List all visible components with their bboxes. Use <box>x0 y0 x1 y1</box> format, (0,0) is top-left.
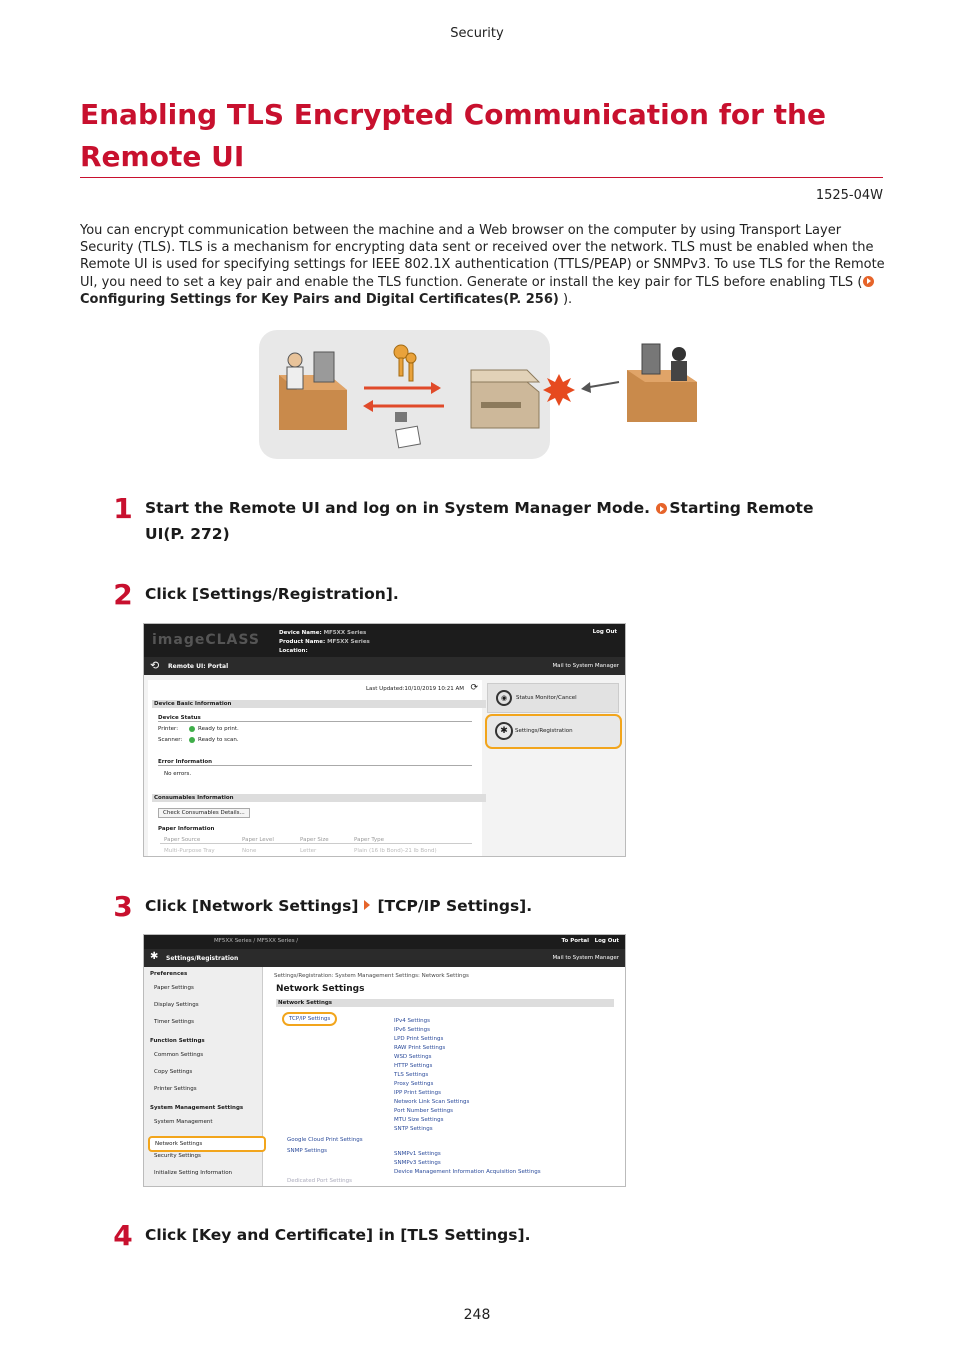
key-icon <box>394 345 416 381</box>
document-icon <box>396 426 421 448</box>
tls-illustration <box>259 330 719 460</box>
portal-title: Remote UI: Portal <box>168 663 229 670</box>
snmp-submenu-item[interactable]: SNMPv3 Settings <box>394 1160 441 1166</box>
remote-ui-portal-screenshot <box>143 623 626 857</box>
device-basic-info-header: Device Basic Information <box>152 700 486 708</box>
settings-main <box>266 967 621 1186</box>
intro-text: You can encrypt communication between the machine and a Web browser on the computer by using Transport Layer Security (TLS). TLS is a mechanism for encrypting data sent or received over the network. TLS must be enabled when the Remote UI is used for specifying settings for IEEE 802.1X authentication (TTLS/PEAP) or SNMPv3. To use TLS for the Remote UI, you need to set a key pair and enable the TLS function. Generate or install the key pair for TLS before enabling TLS ( <box>80 223 885 290</box>
tcpip-submenu-item[interactable]: Network Link Scan Settings <box>394 1099 470 1105</box>
logout-link[interactable]: Log Out <box>594 938 619 944</box>
settings-registration-label: Settings/Registration <box>515 728 573 734</box>
running-header: Security <box>450 26 504 41</box>
status-monitor-button[interactable] <box>487 683 619 713</box>
no-errors-text: No errors. <box>164 771 192 777</box>
brand-logo: imageCLASS <box>152 632 260 648</box>
step-3-part-b: [TCP/IP Settings]. <box>377 897 533 915</box>
settings-sidebar <box>144 967 263 1186</box>
step-number: 1 <box>113 492 133 525</box>
dedicated-port-link[interactable]: Dedicated Port Settings <box>287 1178 353 1184</box>
last-updated: Last Updated:10/10/2019 10:21 AM <box>365 686 464 692</box>
eye-icon: ◉ <box>496 690 512 706</box>
device-crumb: MF5XX Series / MF5XX Series / <box>214 938 299 944</box>
sidebar-item[interactable]: Security Settings <box>154 1153 201 1159</box>
sidebar-item[interactable]: Initialize Setting Information <box>154 1170 233 1176</box>
printer-label: Printer: <box>158 726 179 732</box>
paper-table-header: Paper Source Paper Level Paper Size Paper Type <box>160 837 472 844</box>
step-1-instruction: Start the Remote UI and log on in System Manager Mode. <box>145 499 656 517</box>
step-number: 3 <box>113 890 133 923</box>
settings-title-bar <box>144 949 625 967</box>
intro-paragraph <box>80 222 885 308</box>
step-1-text <box>145 495 835 547</box>
sidebar-item[interactable]: Copy Settings <box>154 1069 193 1075</box>
step-number: 4 <box>113 1219 133 1252</box>
menu-arrow-icon <box>364 900 370 910</box>
sidebar-item[interactable]: System Management <box>154 1119 213 1125</box>
printer-icon <box>471 370 539 428</box>
user-desk-icon <box>279 352 347 430</box>
tcpip-submenu-item[interactable]: IPP Print Settings <box>394 1090 441 1096</box>
tcpip-submenu-item[interactable]: LPD Print Settings <box>394 1036 444 1042</box>
step-number: 2 <box>113 578 133 611</box>
link-arrow-icon <box>656 503 667 514</box>
device-status-heading: Device Status <box>158 715 472 722</box>
status-monitor-label: Status Monitor/Cancel <box>516 695 577 701</box>
tcpip-settings-link[interactable]: TCP/IP Settings <box>282 1012 337 1026</box>
tcpip-submenu-item[interactable]: RAW Print Settings <box>394 1045 446 1051</box>
settings-registration-screenshot <box>143 934 626 1187</box>
page-title: Enabling TLS Encrypted Communication for the Remote UI <box>80 98 826 173</box>
scanner-status-dot <box>189 737 195 743</box>
sidebar-item[interactable]: Paper Settings <box>154 985 194 991</box>
scanner-status: Ready to scan. <box>198 737 239 743</box>
sidebar-group-heading: Preferences <box>150 971 188 977</box>
document-id: 1525-04W <box>815 188 883 203</box>
portal-main: Last Updated:10/10/2019 10:21 AM ⟳ Device Basic Information Device Status Printer: Ready to print. Scanner: Ready to scan. Error Information No errors. Consumables Information Check Consumables Details... Paper Information Paper Source Paper Level Paper Size Paper Type Multi-Purpose Tray None Letter Plain (16 lb Bond)-21 lb Bond) <box>148 680 482 856</box>
device-info: Device Name: MF5XX Series Product Name: MF5XX Series Location: <box>279 630 370 654</box>
google-cloud-print-link[interactable]: Google Cloud Print Settings <box>287 1137 363 1143</box>
sidebar-item[interactable]: Common Settings <box>154 1052 204 1058</box>
tcpip-submenu-item[interactable]: HTTP Settings <box>394 1063 433 1069</box>
snmp-settings-link[interactable]: SNMP Settings <box>287 1148 327 1154</box>
title-rule <box>80 177 883 178</box>
portal-top-bar <box>144 624 625 657</box>
link-arrow-icon <box>863 276 874 287</box>
network-settings-section: Network Settings <box>276 999 614 1007</box>
settings-registration-button[interactable] <box>485 714 622 749</box>
refresh-icon[interactable]: ⟳ <box>470 683 478 693</box>
lock-icon <box>395 412 407 422</box>
step-3-part-a: Click [Network Settings] <box>145 897 359 915</box>
step-4-text: Click [Key and Certificate] in [TLS Settings]. <box>145 1226 531 1244</box>
sidebar-group-heading: System Management Settings <box>150 1105 244 1111</box>
settings-title: Settings/Registration <box>166 955 239 962</box>
step-2-text: Click [Settings/Registration]. <box>145 585 399 603</box>
tcpip-submenu-item[interactable]: TLS Settings <box>394 1072 429 1078</box>
printer-status-dot <box>189 726 195 732</box>
mail-link[interactable]: Mail to System Manager <box>552 663 619 669</box>
tcpip-submenu-item[interactable]: WSD Settings <box>394 1054 432 1060</box>
consumables-header: Consumables Information <box>152 794 486 802</box>
intro-link[interactable]: Configuring Settings for Key Pairs and Digital Certificates(P. 256) <box>80 291 559 307</box>
error-info-heading: Error Information <box>158 759 472 766</box>
attacker-desk-icon <box>627 344 697 422</box>
breadcrumb: Settings/Registration: System Management Settings: Network Settings <box>274 973 469 979</box>
tcpip-submenu-item[interactable]: MTU Size Settings <box>394 1117 444 1123</box>
settings-icon: ✱ <box>150 951 159 962</box>
tcpip-submenu <box>394 1017 469 1134</box>
sidebar-item-network-settings[interactable]: Network Settings <box>148 1136 266 1152</box>
paper-info-heading: Paper Information <box>158 826 215 832</box>
snmp-submenu-item[interactable]: Device Management Information Acquisition Settings <box>394 1169 541 1175</box>
tcpip-submenu-item[interactable]: Proxy Settings <box>394 1081 434 1087</box>
check-consumables-button[interactable]: Check Consumables Details... <box>158 808 250 818</box>
portal-title-bar <box>144 657 625 675</box>
tcpip-submenu-item[interactable]: SNTP Settings <box>394 1126 433 1132</box>
to-portal-link[interactable]: To Portal <box>561 938 589 944</box>
scanner-label: Scanner: <box>158 737 183 743</box>
tcpip-submenu-item[interactable]: Port Number Settings <box>394 1108 454 1114</box>
logout-link[interactable]: Log Out <box>592 629 617 635</box>
snmp-submenu <box>394 1150 541 1177</box>
tcpip-submenu-item[interactable]: IPv4 Settings <box>394 1018 430 1024</box>
printer-status: Ready to print. <box>198 726 239 732</box>
snmp-submenu-item[interactable]: SNMPv1 Settings <box>394 1151 441 1157</box>
mail-link[interactable]: Mail to System Manager <box>552 955 619 961</box>
sidebar-group-heading: Function Settings <box>150 1038 205 1044</box>
sidebar-item[interactable]: Printer Settings <box>154 1086 197 1092</box>
step-1-link[interactable]: Starting Remote UI(P. 272) <box>145 499 814 543</box>
page-number: 248 <box>463 1307 491 1323</box>
sidebar-item[interactable]: Timer Settings <box>154 1019 195 1025</box>
step-3-text <box>145 893 532 919</box>
network-settings-heading: Network Settings <box>276 984 365 994</box>
tcpip-submenu-item[interactable]: IPv6 Settings <box>394 1027 430 1033</box>
settings-top-bar <box>144 935 625 949</box>
intro-end: ). <box>558 291 573 307</box>
attack-burst-icon <box>543 374 575 406</box>
portal-icon: ⟲ <box>150 659 160 672</box>
settings-icon: ✱ <box>495 722 513 740</box>
sidebar-item[interactable]: Display Settings <box>154 1002 199 1008</box>
